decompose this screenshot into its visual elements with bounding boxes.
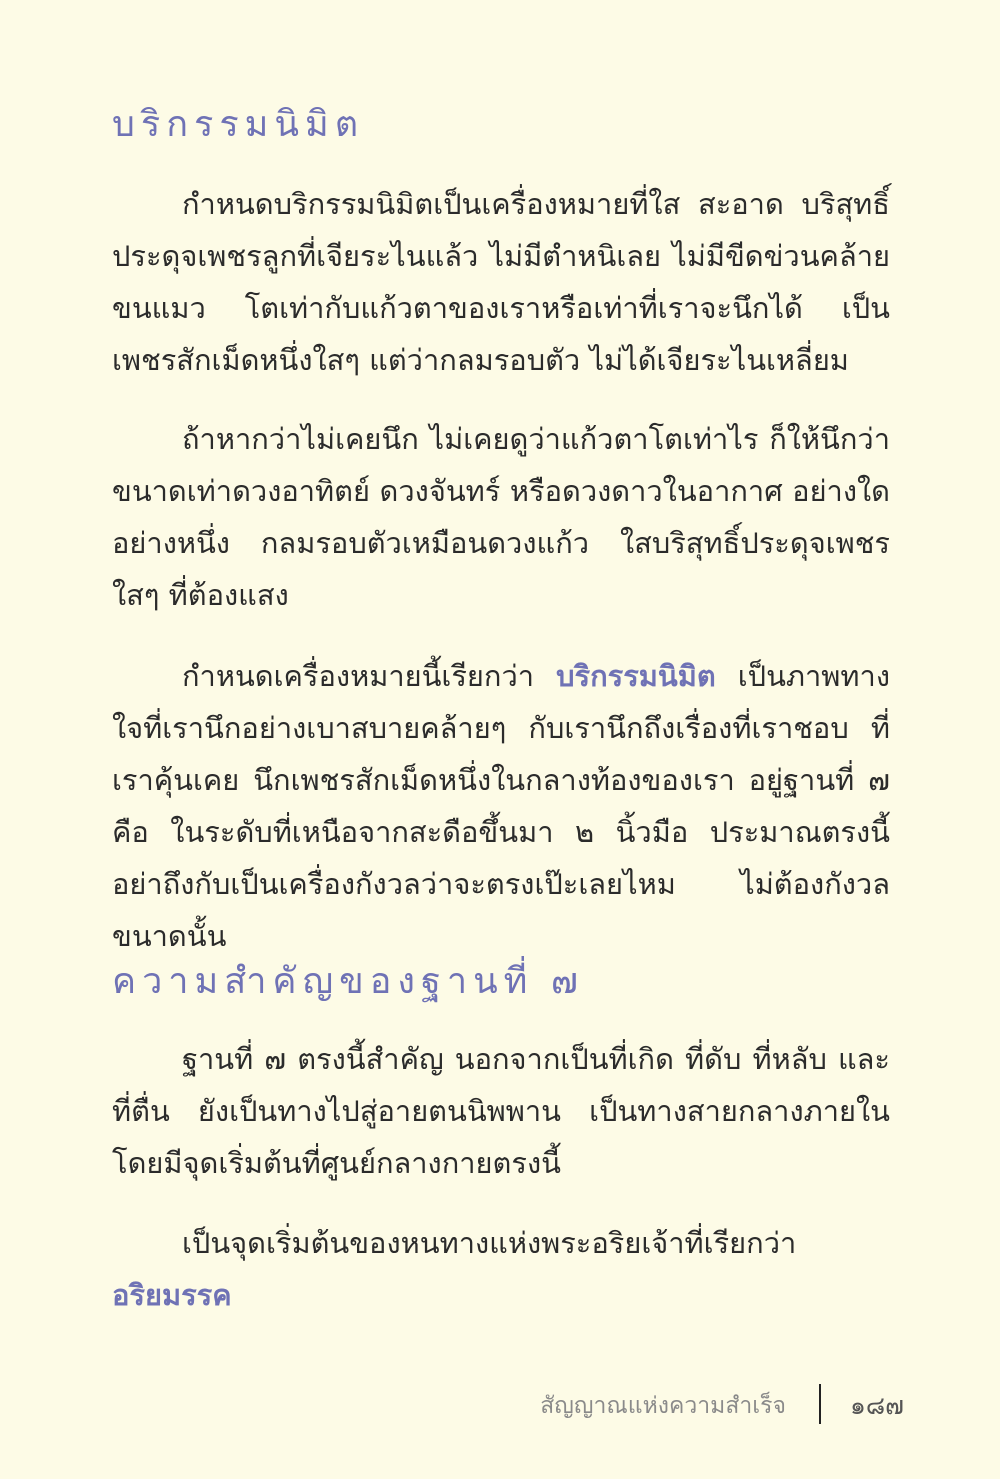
book-title: สัญญาณแห่งความสำเร็จ — [540, 1393, 786, 1419]
page-number: ๑๘๗ — [850, 1391, 904, 1420]
paragraph-3 — [112, 650, 890, 962]
paragraph-3-text-before: กำหนดเครื่องหมายนี้เรียกว่า — [182, 659, 557, 693]
footer-divider — [819, 1384, 821, 1424]
paragraph-1: กำหนดบริกรรมนิมิตเป็นเครื่องหมายที่ใส สะอาด บริสุทธิ์ ประดุจเพชรลูกที่เจียระไนแล้ว ไม่มีตำหนิเลย ไม่มีขีดข่วนคล้ายขนแมว โตเท่ากับแก้วตาของเราหรือเท่าที่เราจะนึกได้ เป็นเพชรสักเม็ดหนึ่งใสๆ แต่ว่ากลมรอบตัว ไม่ได้เจียระไนเหลี่ยม — [112, 187, 890, 377]
section-heading-parikamma-nimitta: บริกรรมนิมิต — [112, 104, 365, 145]
highlight-term-parikamma-nimitta: บริกรรมนิมิต — [556, 659, 716, 693]
paragraph-5-text: เป็นจุดเริ่มต้นของหนทางแห่งพระอริยเจ้าที่เรียกว่า — [182, 1226, 797, 1260]
section-heading-importance-of-base-7: ความสำคัญของฐานที่ ๗ — [112, 961, 584, 1002]
page-footer — [0, 1384, 1000, 1424]
paragraph-2: ถ้าหากว่าไม่เคยนึก ไม่เคยดูว่าแก้วตาโตเท่าไร ก็ให้นึกว่าขนาดเท่าดวงอาทิตย์ ดวงจันทร์ หรือดวงดาวในอากาศ อย่างใดอย่างหนึ่ง กลมรอบตัวเหมือนดวงแก้ว ใสบริสุทธิ์ประดุจเพชรใสๆ ที่ต้องแสง — [112, 422, 890, 612]
paragraph-5 — [112, 1217, 890, 1321]
paragraph-3-text-after: เป็นภาพทางใจที่เรานึกอย่างเบาสบายคล้ายๆ กับเรานึกถึงเรื่องที่เราชอบ ที่เราคุ้นเคย นึกเพชรสักเม็ดหนึ่งในกลางท้องของเรา อยู่ฐานที่ ๗ คือ ในระดับที่เหนือจากสะดือขึ้นมา ๒ นิ้วมือ ประมาณตรงนี้ อย่าถึงกับเป็นเครื่องกังวลว่าจะตรงเป๊ะเลยไหม ไม่ต้องกังวลขนาดนั้น — [112, 659, 890, 953]
paragraph-4: ฐานที่ ๗ ตรงนี้สำคัญ นอกจากเป็นที่เกิด ที่ดับ ที่หลับ และที่ตื่น ยังเป็นทางไปสู่อายตนนิพพาน เป็นทางสายกลางภายในโดยมีจุดเริ่มต้นที่ศูนย์กลางกายตรงนี้ — [112, 1042, 890, 1180]
highlight-term-ariya-magga: อริยมรรค — [112, 1278, 232, 1312]
